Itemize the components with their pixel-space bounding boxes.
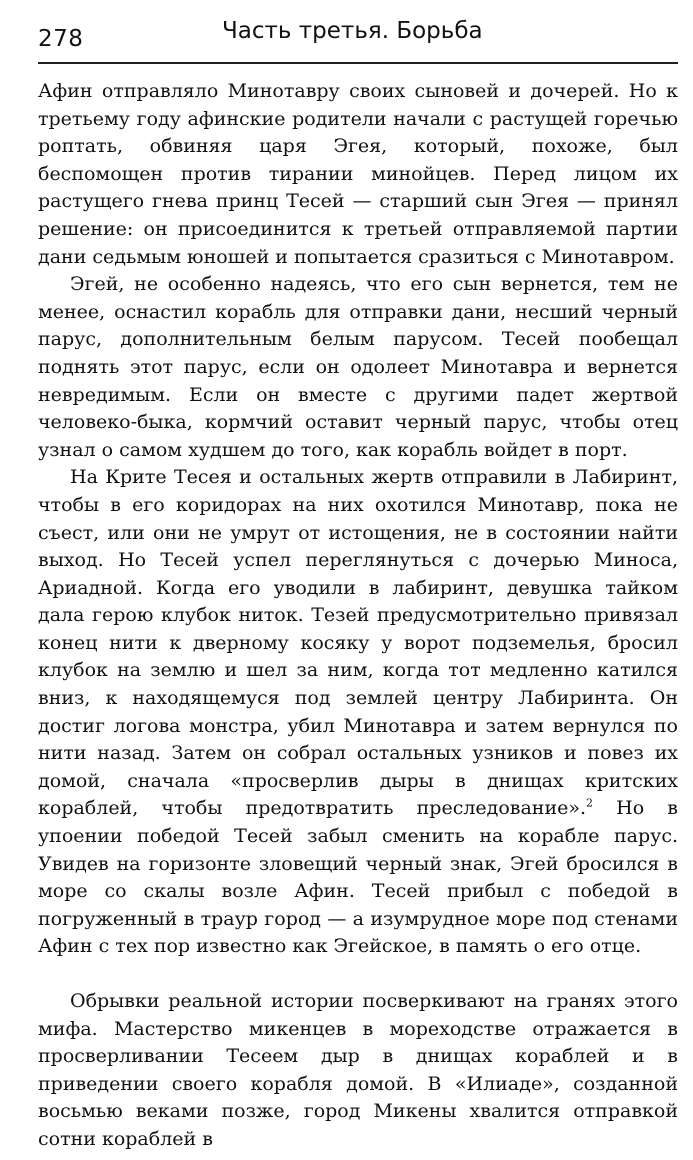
footnote-marker: 2 — [586, 797, 594, 811]
section-break — [38, 961, 678, 988]
paragraph-text: Но в упоении победой Тесей забыл сменить на корабле парус. Увидев на горизонте зловещий черный знак, Эгей бросился в море со скалы возле Афин. Тесей прибыл с победой в погруженный в траур город — а изумрудное море под стенами Афин с тех пор известно как Эгейское, в память о его отце. — [38, 797, 678, 958]
page-header — [38, 14, 678, 64]
running-head: Часть третья. Борьба — [222, 18, 483, 44]
paragraph: Обрывки реальной истории посверкивают на гранях этого мифа. Мастерство микенцев в мореходстве отражается в просверливании Тесеем дыр в днищах кораблей и в приведении своего корабля домой. В «Илиаде», созданной восьмью веками позже, город Микены хвалится отправкой сотни кораблей в — [38, 990, 678, 1150]
paragraph: Эгей, не особенно надеясь, что его сын вернется, тем не менее, оснастил корабль для отправки дани, несший черный парус, дополнительным белым парусом. Тесей пообещал поднять этот парус, если он одолеет Минотавра и вернется невредимым. Если он вместе с другими падет жертвой человеко-быка, кормчий оставит черный парус, чтобы отец узнал о самом худшем до того, как корабль войдет в порт. — [38, 273, 678, 461]
paragraph-continued: Афин отправляло Минотавру своих сыновей и дочерей. Но к третьему году афинские родители начали с растущей горечью роптать, обвиняя царя Эгея, который, похоже, был беспомощен против тирании минойцев. Перед лицом их растущего гнева принц Тесей — старший сын Эгея — принял решение: он присоединится к третьей отправляемой партии дани седьмым юношей и попытается сразиться с Минотавром. — [38, 80, 678, 268]
page-number: 278 — [38, 26, 84, 52]
paragraph — [38, 464, 678, 961]
paragraph-text: На Крите Тесея и остальных жертв отправили в Лабиринт, чтобы в его коридорах на них охотился Минотавр, пока не съест, или они не умрут от истощения, не в состоянии найти выход. Но Тесей успел переглянуться с дочерью Миноса, Ариадной. Когда его уводили в лабиринт, девушка тайком дала герою клубок ниток. Тезей предусмотрительно привязал конец нити к дверному косяку у ворот подземелья, бросил клубок на землю и шел за ним, когда тот медленно катился вниз, к находящемуся под землей центру Лабиринта. Он достиг логова монстра, убил Минотавра и затем вернулся по нити назад. Затем он собрал остальных узников и повез их домой, сначала «просверлив дыры в днищах критских кораблей, чтобы предотвратить преследование». — [38, 466, 678, 820]
body-text — [38, 78, 678, 1154]
